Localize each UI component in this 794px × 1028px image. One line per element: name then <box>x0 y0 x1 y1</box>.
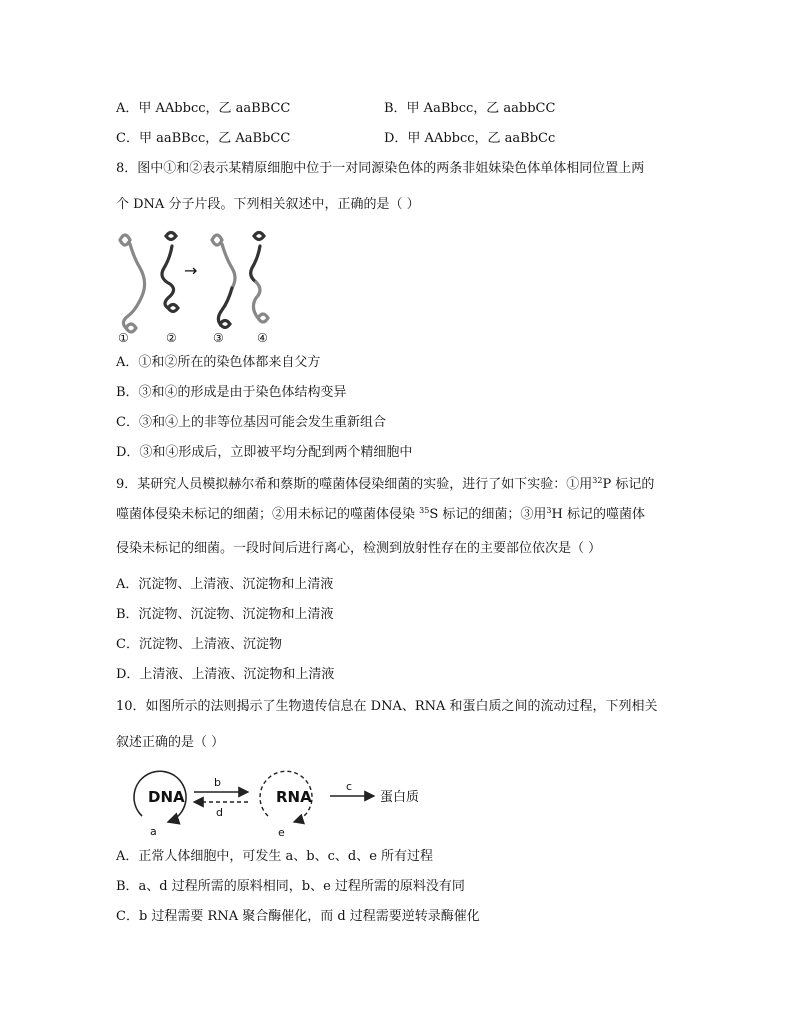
q9-option-d: D．上清液、上清液、沉淀物和上清液 <box>116 667 335 682</box>
q10-option-b: B．a、d 过程所需的原料相同，b、e 过程所需的原料没有同 <box>116 879 465 894</box>
isotope-3: 3 <box>546 506 552 515</box>
q7-option-c: C．甲 aaBBcc，乙 AaBbCC <box>116 131 291 146</box>
q8-option-c: C．③和④上的非等位基因可能会发生重新组合 <box>116 415 386 430</box>
q9-stem-text: 9．某研究人员模拟赫尔希和蔡斯的噬菌体侵染细菌的实验，进行了如下实验：①用 <box>116 477 593 492</box>
q9-option-a: A．沉淀物、上清液、沉淀物和上清液 <box>116 577 334 592</box>
q8-stem-line2: 个 DNA 分子片段。下列相关叙述中，正确的是（ ） <box>116 197 420 212</box>
protein-label: 蛋白质 <box>380 790 420 805</box>
figure-label-2: ② <box>166 331 177 345</box>
q9-option-c: C．沉淀物、上清液、沉淀物 <box>116 637 282 652</box>
q9-stem-text: P 标记的 <box>602 477 655 492</box>
transform-arrow: → <box>184 261 198 280</box>
label-b: b <box>214 776 221 789</box>
q8-option-d: D．③和④形成后，立即被平均分配到两个精细胞中 <box>116 445 413 460</box>
figure-label-4: ④ <box>257 331 268 345</box>
dna-fragment-1 <box>120 235 145 332</box>
rna-label: RNA <box>276 788 312 806</box>
isotope-35: 35 <box>419 506 430 515</box>
q9-stem-text: 噬菌体侵染未标记的细菌；②用未标记的噬菌体侵染 <box>116 507 420 522</box>
q7-option-b: B．甲 AaBbcc，乙 aabbCC <box>384 101 556 116</box>
central-dogma-diagram <box>118 764 438 840</box>
q9-stem-text: S 标记的细菌；③用 <box>429 507 547 522</box>
q9-stem-line2 <box>116 506 645 524</box>
dna-fragment-2 <box>162 233 178 312</box>
q10-stem-line2: 叙述正确的是（ ） <box>116 735 225 750</box>
q8-dna-figure <box>112 226 282 346</box>
isotope-32: 32 <box>592 476 603 485</box>
dna-fragment-3 <box>212 235 235 328</box>
q9-stem-text: H 标记的噬菌体 <box>551 507 645 522</box>
q8-option-b: B．③和④的形成是由于染色体结构变异 <box>116 385 347 400</box>
q7-option-d: D．甲 AAbbcc，乙 aaBbCc <box>384 131 556 146</box>
label-c: c <box>346 780 353 793</box>
q10-option-c: C．b 过程需要 RNA 聚合酶催化，而 d 过程需要逆转录酶催化 <box>116 909 480 924</box>
q9-stem-line1 <box>116 476 654 494</box>
label-e: e <box>278 826 285 839</box>
figure-label-1: ① <box>118 331 129 345</box>
q8-option-a: A．①和②所在的染色体都来自父方 <box>116 355 321 370</box>
q9-option-b: B．沉淀物、沉淀物、沉淀物和上清液 <box>116 607 334 622</box>
q9-stem-line3: 侵染未标记的细菌。一段时间后进行离心，检测到放射性存在的主要部位依次是（ ） <box>116 541 602 556</box>
q10-option-a: A．正常人体细胞中，可发生 a、b、c、d、e 所有过程 <box>116 849 434 864</box>
dna-label: DNA <box>148 788 185 806</box>
q10-stem-line1: 10．如图所示的法则揭示了生物遗传信息在 DNA、RNA 和蛋白质之间的流动过程，下列相关 <box>116 699 658 714</box>
q8-stem-line1: 8．图中①和②表示某精原细胞中位于一对同源染色体的两条非姐妹染色体单体相同位置上两 <box>116 161 645 176</box>
q7-option-a: A．甲 AAbbcc，乙 aaBBCC <box>116 101 291 116</box>
figure-label-3: ③ <box>213 331 224 345</box>
label-d: d <box>216 806 223 819</box>
dna-fragment-4 <box>251 233 268 323</box>
label-a: a <box>150 825 157 838</box>
